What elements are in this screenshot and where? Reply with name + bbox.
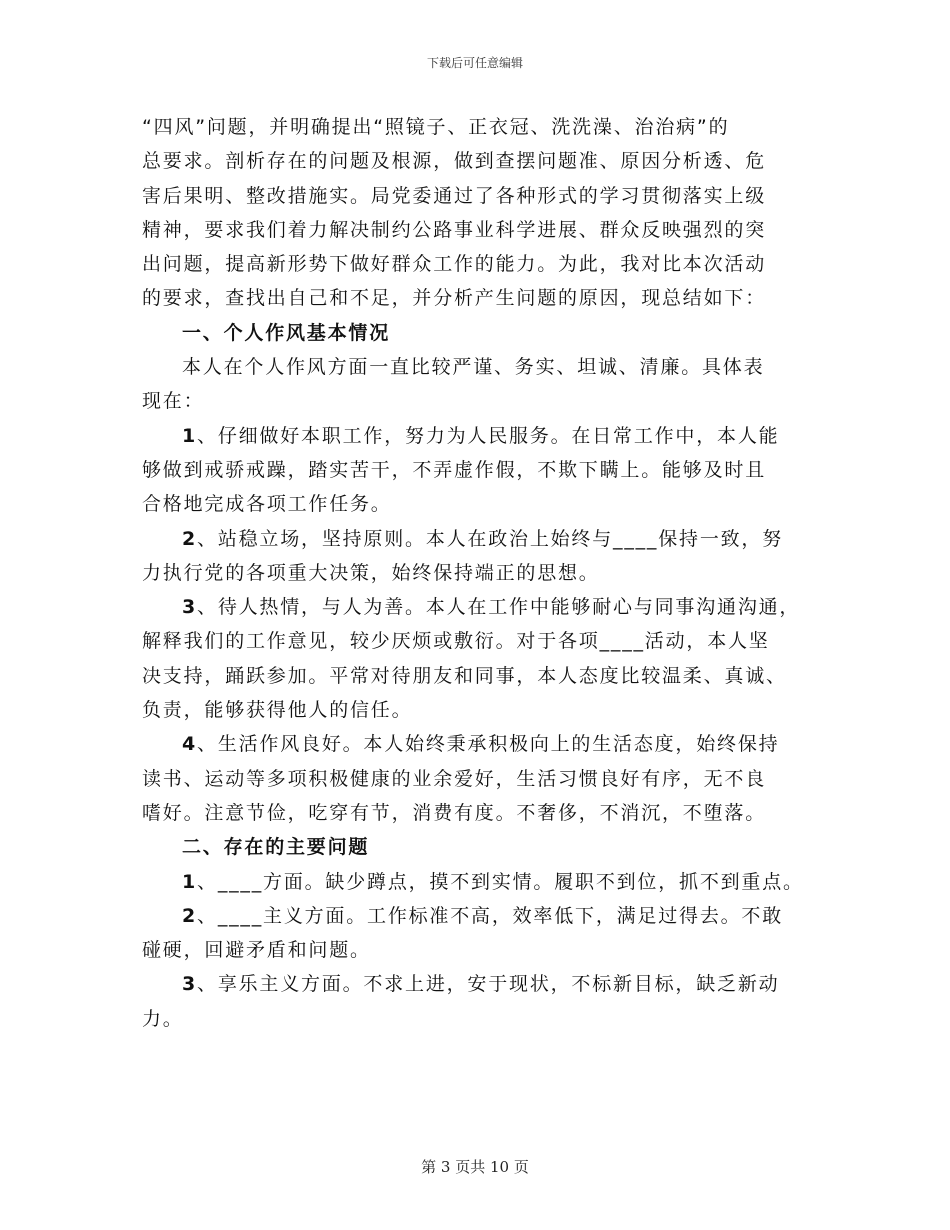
list-item: [142, 865, 822, 899]
text-line: [142, 865, 822, 899]
text-line: 的要求，查找出自己和不足，并分析产生问题的原因，现总结如下：: [142, 287, 767, 310]
text-line: 本人在个人作风方面一直比较严谨、务实、坦诚、清廉。具体表: [182, 356, 765, 379]
list-item: [142, 590, 822, 727]
text-line: [142, 522, 822, 556]
item-number: 3: [182, 596, 198, 619]
list-item: [142, 899, 822, 968]
section-heading: 二、存在的主要问题: [182, 836, 370, 859]
text-line: 解释我们的工作意见，较少厌烦或敷衍。对于各项____活动，本人坚: [142, 630, 770, 653]
text-line: 决支持，踊跃参加。平常对待朋友和同事，本人态度比较温柔、真诚、: [142, 664, 787, 687]
text-line: 嗜好。注意节俭，吃穿有节，消费有度。不奢侈，不消沉，不堕落。: [142, 801, 767, 824]
text-line: 碰硬，回避矛盾和问题。: [142, 939, 371, 962]
text-line: [142, 967, 822, 1001]
page-header: 下载后可任意编辑: [426, 56, 523, 70]
list-item: [142, 419, 822, 522]
text-line: 力。: [142, 1007, 184, 1030]
list-item: [142, 522, 822, 591]
list-item: [142, 727, 822, 830]
text-line: [142, 419, 822, 453]
text-line: 合格地完成各项工作任务。: [142, 493, 392, 516]
item-number: 3: [182, 973, 198, 996]
text-line: 力执行党的各项重大决策，始终保持端正的思想。: [142, 561, 600, 584]
item-number: 1: [182, 870, 198, 893]
text-line: 读书、运动等多项积极健康的业余爱好，生活习惯良好有序，无不良: [142, 767, 767, 790]
text-line: [142, 727, 822, 761]
item-text: 、生活作风良好。本人始终秉承积极向上的生活态度，始终保持: [197, 733, 780, 756]
paragraph: [142, 350, 822, 419]
item-text: 、仔细做好本职工作，努力为人民服务。在日常工作中，本人能: [197, 424, 780, 447]
text-line: 够做到戒骄戒躁，踏实苦干，不弄虚作假，不欺下瞒上。能够及时且: [142, 458, 767, 481]
text-line: [142, 899, 822, 933]
page-footer: 第 3 页共 10 页: [421, 1158, 529, 1176]
item-number: 2: [182, 904, 198, 927]
text-line: 出问题，提高新形势下做好群众工作的能力。为此，我对比本次活动: [142, 253, 767, 276]
text-line: 总要求。剖析存在的问题及根源，做到查摆问题准、原因分析透、危: [142, 150, 767, 173]
item-text: 、站稳立场，坚持原则。本人在政治上始终与____保持一致，努: [197, 527, 784, 550]
item-text: 、待人热情，与人为善。本人在工作中能够耐心与同事沟通沟通，: [197, 596, 801, 619]
list-item: [142, 967, 822, 1036]
item-number: 4: [182, 733, 198, 756]
item-text: 、____主义方面。工作标准不高，效率低下，满足过得去。不敢: [197, 904, 784, 927]
item-text: 、____方面。缺少蹲点，摸不到实情。履职不到位，抓不到重点。: [197, 870, 804, 893]
text-line: 精神，要求我们着力解决制约公路事业科学进展、群众反映强烈的突: [142, 218, 767, 241]
text-line: 现在：: [142, 390, 205, 413]
item-number: 2: [182, 527, 198, 550]
text-line: 负责，能够获得他人的信任。: [142, 699, 413, 722]
document-body: [142, 110, 822, 1036]
text-line: [142, 590, 822, 624]
item-text: 、享乐主义方面。不求上进，安于现状，不标新目标，缺乏新动: [197, 973, 780, 996]
paragraph: [142, 110, 822, 316]
section-heading: 一、个人作风基本情况: [182, 321, 391, 344]
text-line: 害后果明、整改措施实。局党委通过了各种形式的学习贯彻落实上级: [142, 184, 767, 207]
text-line: “四风”问题，并明确提出“照镜子、正衣冠、洗洗澡、治治病”的: [142, 116, 730, 138]
item-number: 1: [182, 424, 198, 447]
